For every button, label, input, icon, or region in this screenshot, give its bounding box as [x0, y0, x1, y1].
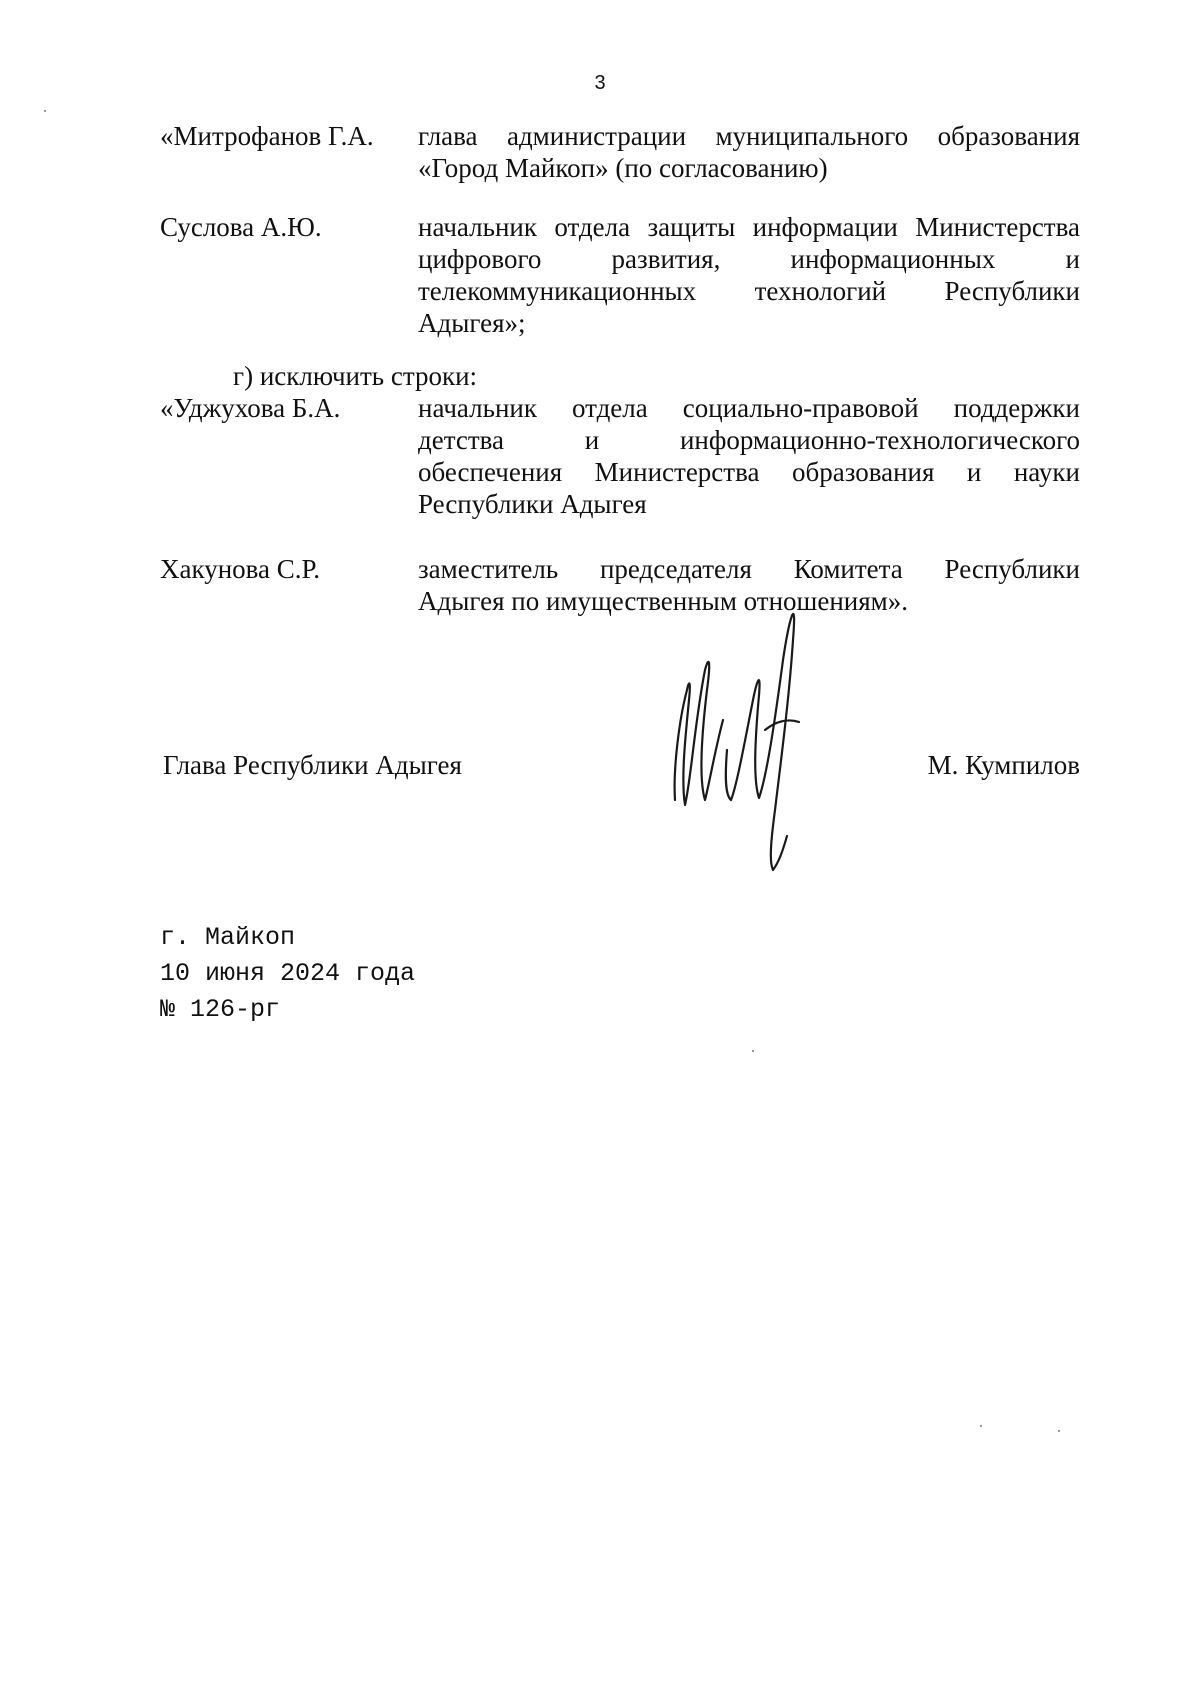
scan-speck: [980, 1425, 982, 1427]
description-line: телекоммуникационных технологий Республики: [418, 276, 1080, 306]
member-name: «Митрофанов Г.А.: [160, 121, 374, 151]
description-line: начальник отдела защиты информации Министерства: [418, 212, 1080, 242]
member-description: [418, 211, 1080, 339]
description-line: начальник отдела социально-правовой поддержки: [418, 393, 1080, 423]
member-name: Суслова А.Ю.: [160, 212, 322, 242]
signatory-title: Глава Республики Адыгея: [163, 750, 462, 780]
member-name: «Уджухова Б.А.: [160, 393, 341, 423]
member-description: [418, 120, 1080, 184]
member-name: Хакунова С.Р.: [160, 554, 320, 584]
description-line: глава администрации муниципального образования: [418, 121, 1080, 151]
scan-speck: [44, 110, 46, 112]
scan-speck: [1058, 1430, 1060, 1432]
instruction-text: г) исключить строки:: [233, 361, 478, 391]
handwritten-signature-icon: [665, 600, 865, 880]
scan-speck: [752, 1050, 754, 1052]
description-line: заместитель председателя Комитета Республики: [418, 554, 1080, 584]
member-description: [418, 392, 1080, 520]
footer-date: 10 июня 2024 года: [160, 959, 416, 988]
description-line: цифрового развития, информационных и: [418, 244, 1080, 274]
description-line: детства и информационно-технологического: [418, 425, 1080, 455]
description-line: «Город Майкоп» (по согласованию): [418, 153, 828, 183]
footer-number: № 126-рг: [160, 995, 281, 1024]
page-number: 3: [594, 72, 606, 94]
description-line: обеспечения Министерства образования и науки: [418, 457, 1080, 487]
description-line: Адыгея»;: [418, 308, 526, 338]
signatory-name: М. Кумпилов: [927, 750, 1080, 780]
footer-city: г. Майкоп: [160, 923, 296, 952]
description-line: Республики Адыгея: [418, 489, 647, 519]
description-line: Адыгея по имущественным отношениям».: [418, 586, 908, 616]
